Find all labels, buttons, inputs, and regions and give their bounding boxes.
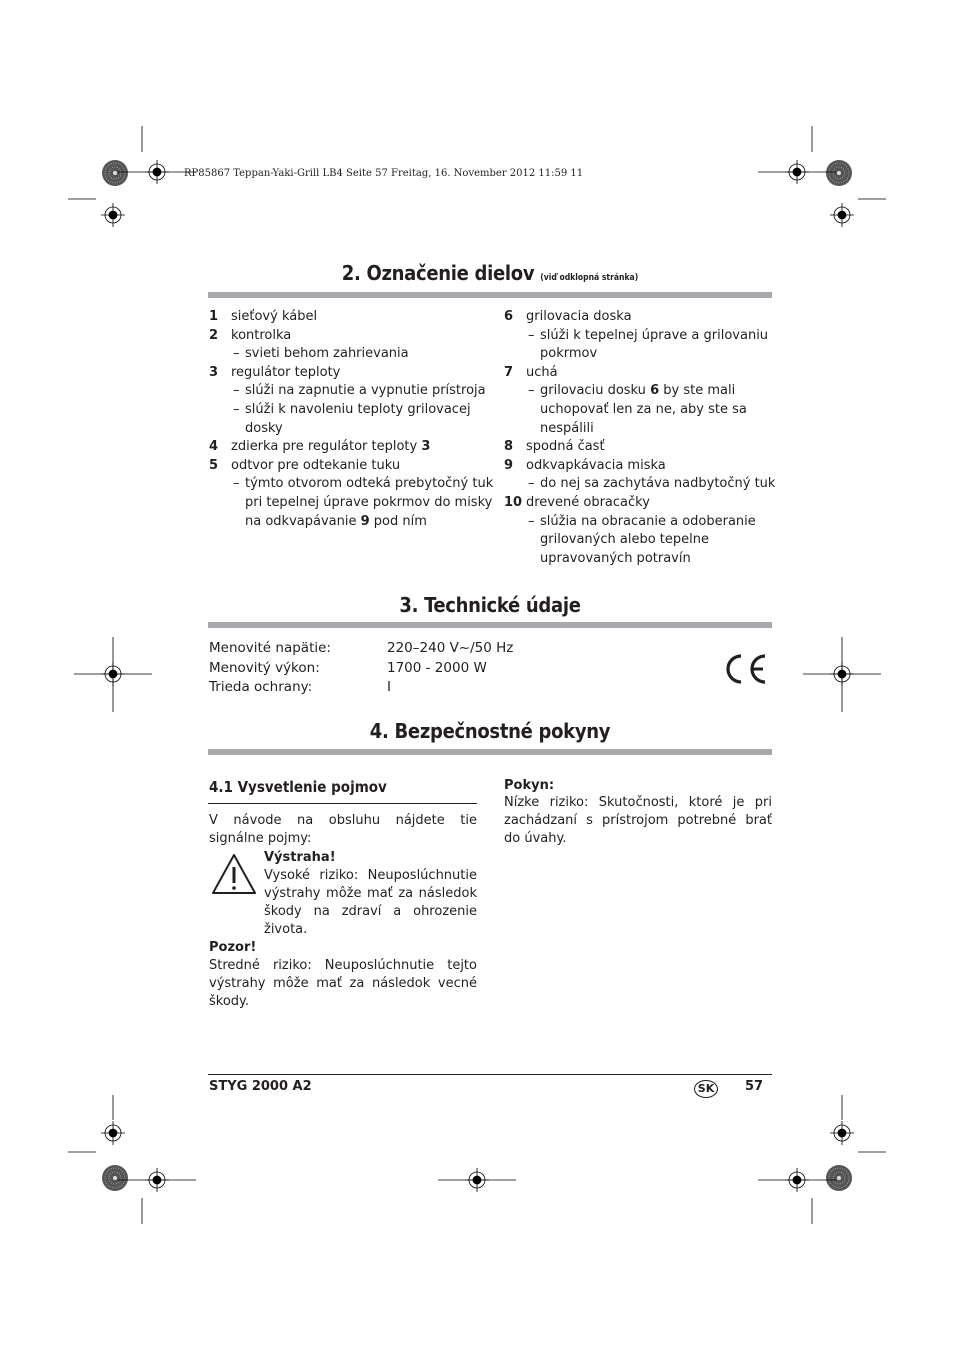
part-text-main: slúži k tepelnej úprave a grilovaniu bbox=[540, 327, 769, 343]
part-text-main: slúžia na obracanie a odoberanie bbox=[540, 513, 756, 529]
part-text-main: dosky bbox=[245, 420, 283, 436]
part-reference-number: 6 bbox=[650, 383, 660, 399]
part-text bbox=[540, 345, 597, 363]
part-number: 6 bbox=[504, 309, 514, 324]
caution-heading: Pozor! bbox=[209, 940, 257, 955]
language-badge: SK bbox=[694, 1080, 718, 1098]
warning-heading: Výstraha! bbox=[264, 850, 336, 865]
part-text bbox=[526, 364, 558, 382]
tech-value: 1700 - 2000 W bbox=[387, 659, 487, 676]
warning-text: Vysoké riziko: Neuposlúchnutie výstrahy môže mať za následok škody na zdraví a ohrozenie života. bbox=[264, 868, 477, 937]
part-reference-number: 3 bbox=[421, 439, 431, 455]
section-rule bbox=[208, 749, 772, 755]
part-text-main: slúži na zapnutie a vypnutie prístroja bbox=[245, 383, 486, 399]
part-number: 8 bbox=[504, 439, 514, 455]
part-text bbox=[231, 308, 317, 326]
caution-text: Stredné riziko: Neuposlúchnutie tejto výstrahy môže mať za následok vecné škody. bbox=[209, 958, 477, 1009]
bullet-dash: – bbox=[233, 383, 240, 399]
part-text-main: grilovacia doska bbox=[526, 309, 632, 324]
part-text bbox=[540, 475, 775, 493]
page-number: 57 bbox=[745, 1079, 764, 1094]
tech-value: 220–240 V~/50 Hz bbox=[387, 640, 514, 656]
part-text bbox=[245, 382, 486, 400]
bullet-dash: – bbox=[528, 327, 535, 343]
part-text bbox=[540, 327, 768, 345]
part-number: 9 bbox=[504, 457, 514, 473]
part-text bbox=[526, 308, 632, 326]
bullet-dash: – bbox=[528, 513, 535, 529]
part-text bbox=[231, 327, 291, 345]
tech-label: Trieda ochrany: bbox=[209, 679, 313, 695]
part-text-main: grilovaných alebo tepelne bbox=[540, 532, 709, 548]
subsection-rule bbox=[208, 803, 477, 804]
part-text bbox=[245, 513, 427, 531]
tech-label: Menovitý výkon: bbox=[209, 659, 320, 676]
part-number: 10 bbox=[504, 495, 523, 510]
part-number: 3 bbox=[209, 364, 219, 380]
section-title-safety: 4. Bezpečnostné pokyny bbox=[369, 719, 611, 743]
part-text-main: spodná časť bbox=[526, 439, 605, 455]
part-text-main: pri tepelnej úprave pokrmov do misky bbox=[245, 495, 493, 510]
part-text bbox=[245, 401, 471, 419]
part-text bbox=[231, 438, 430, 456]
part-text-main: pokrmov bbox=[540, 346, 598, 362]
section-rule bbox=[208, 622, 772, 628]
section-subtitle: (viď odklopná stránka) bbox=[540, 273, 639, 283]
tech-value: I bbox=[387, 679, 391, 695]
part-text-main: zdierka pre regulátor teploty bbox=[231, 439, 418, 455]
part-text-main: týmto otvorom odteká prebytočný tuk bbox=[245, 476, 494, 492]
section-title-text: 2. Označenie dielov bbox=[341, 261, 535, 285]
ce-mark-icon bbox=[724, 652, 768, 686]
part-text bbox=[245, 420, 283, 438]
part-text bbox=[526, 457, 666, 475]
intro-text: V návode na obsluhu nájdete tie signálne pojmy: bbox=[209, 813, 477, 846]
footer-rule bbox=[208, 1074, 772, 1075]
part-text-main: odtvor pre odtekanie tuku bbox=[231, 457, 401, 473]
part-text bbox=[245, 345, 409, 363]
part-text-main: svieti behom zahrievania bbox=[245, 346, 409, 362]
part-text-main: na odkvapávanie bbox=[245, 513, 357, 529]
part-number: 4 bbox=[209, 439, 219, 455]
part-reference-number: 9 bbox=[360, 513, 370, 529]
part-text bbox=[540, 531, 709, 549]
print-header: RP85867 Teppan-Yaki-Grill LB4 Seite 57 Freitag, 16. November 2012 11:59 11 bbox=[184, 168, 584, 179]
part-text bbox=[526, 438, 605, 456]
part-number: 2 bbox=[209, 327, 219, 343]
part-text-main: kontrolka bbox=[231, 327, 292, 343]
bullet-dash: – bbox=[233, 402, 240, 417]
tech-label: Menovité napätie: bbox=[209, 640, 331, 656]
part-text bbox=[245, 494, 492, 512]
part-number: 1 bbox=[209, 309, 219, 324]
part-number: 7 bbox=[504, 364, 514, 380]
part-text bbox=[231, 364, 340, 382]
note-text: Nízke riziko: Skutočnosti, ktoré je pri zachádzaní s prístrojom potrebné brať do úvahy. bbox=[504, 795, 772, 846]
subsection-title: 4.1 Vysvetlenie pojmov bbox=[209, 778, 387, 796]
part-text bbox=[540, 401, 747, 419]
section-title-parts bbox=[208, 261, 772, 285]
part-text bbox=[540, 420, 594, 438]
part-text bbox=[245, 475, 493, 493]
section-rule bbox=[208, 292, 772, 298]
part-text-main: do nej sa zachytáva nadbytočný tuk bbox=[540, 476, 776, 492]
part-number: 5 bbox=[209, 457, 219, 473]
bullet-dash: – bbox=[528, 476, 535, 492]
part-text-main: slúži k navoleniu teploty grilovacej bbox=[245, 402, 471, 417]
part-text-main: drevené obracačky bbox=[526, 495, 650, 510]
section-title-tech: 3. Technické údaje bbox=[399, 593, 581, 617]
part-text-main: grilovaciu dosku bbox=[540, 383, 646, 399]
part-text bbox=[540, 513, 756, 531]
warning-triangle-icon bbox=[210, 852, 258, 896]
bullet-dash: – bbox=[528, 383, 535, 399]
part-text bbox=[540, 382, 735, 400]
part-text-main: uchá bbox=[526, 364, 558, 380]
bullet-dash: – bbox=[233, 476, 240, 492]
part-text-main: upravovaných potravín bbox=[540, 550, 691, 566]
part-text bbox=[231, 457, 400, 475]
part-text-main: sieťový kábel bbox=[231, 309, 318, 324]
part-text-after: by ste mali bbox=[663, 383, 736, 399]
note-heading: Pokyn: bbox=[504, 778, 555, 793]
part-text bbox=[540, 550, 691, 568]
bullet-dash: – bbox=[233, 346, 240, 362]
part-text-main: odkvapkávacia miska bbox=[526, 457, 666, 473]
part-text-main: uchopovať len za ne, aby ste sa bbox=[540, 402, 747, 417]
part-text-main: nespálili bbox=[540, 420, 594, 436]
footer-model: STYG 2000 A2 bbox=[209, 1079, 312, 1094]
part-text-after: pod ním bbox=[373, 513, 427, 529]
part-text bbox=[526, 494, 650, 512]
part-text-main: regulátor teploty bbox=[231, 364, 341, 380]
